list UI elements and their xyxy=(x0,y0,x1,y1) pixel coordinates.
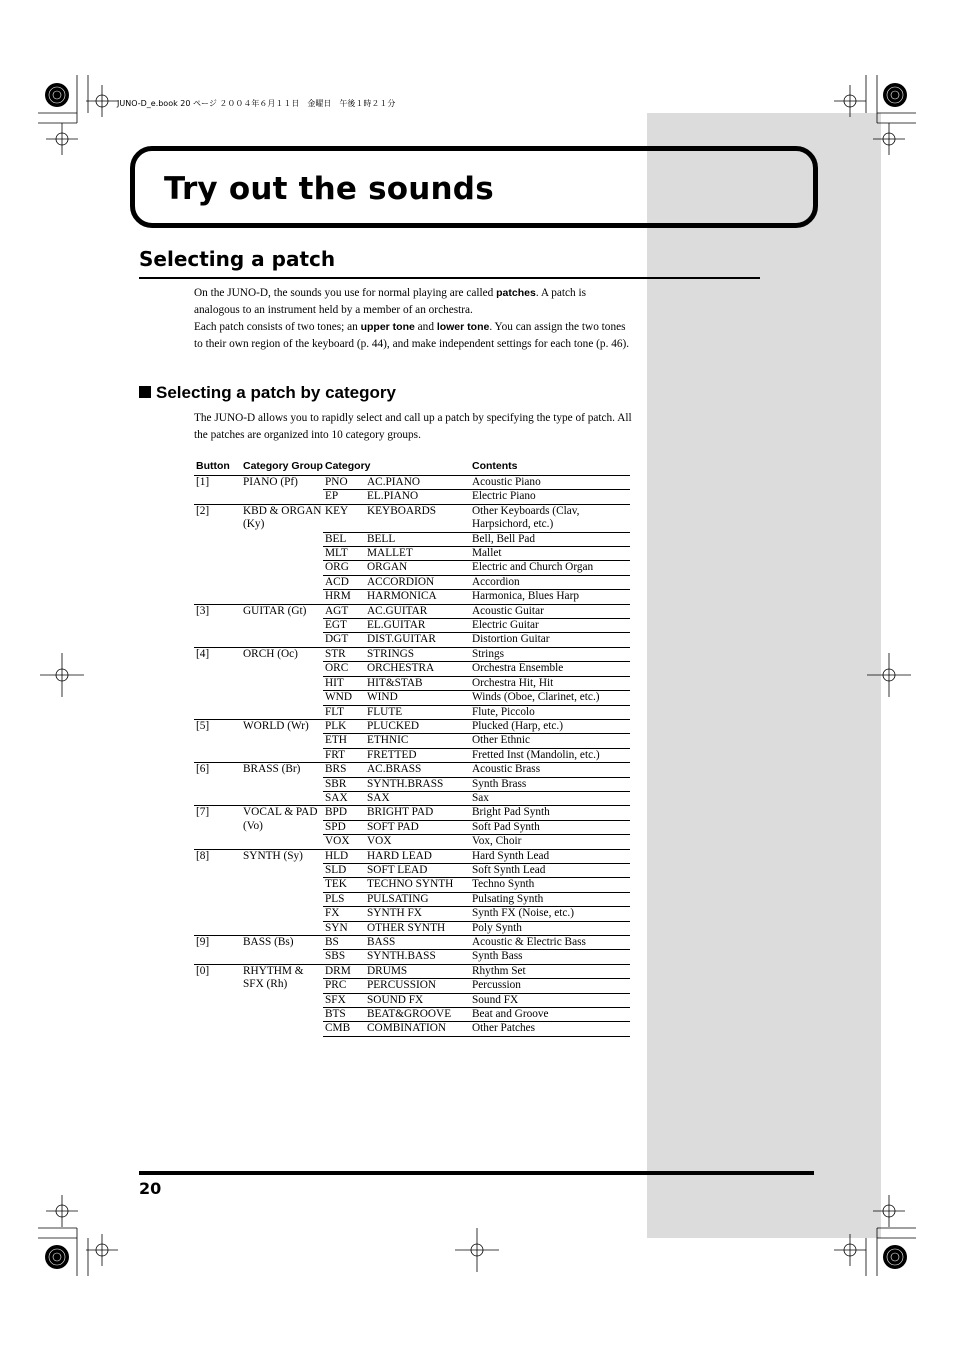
table-row xyxy=(194,719,630,733)
footer-rule xyxy=(139,1171,814,1175)
cell-category-name: SYNTH.BASS xyxy=(365,950,470,964)
cell-contents: Winds (Oboe, Clarinet, etc.) xyxy=(470,691,630,705)
cell-contents: Synth FX (Noise, etc.) xyxy=(470,907,630,921)
cell-category-name: WIND xyxy=(365,691,470,705)
cell-contents: Hard Synth Lead xyxy=(470,849,630,863)
cell-contents: Bright Pad Synth xyxy=(470,806,630,820)
intro-paragraph-2: Each patch consists of two tones; an upper tone and lower tone. You can assign the two tones to their own region of the keyboard (p. 44), and make independent settings for each tone (p. 46). xyxy=(194,321,630,350)
cell-category-abbr: FLT xyxy=(323,705,365,719)
cell-button: [6] xyxy=(194,763,241,806)
cell-category-abbr: HLD xyxy=(323,849,365,863)
cell-category-name: VOX xyxy=(365,835,470,849)
table-row xyxy=(194,964,630,978)
cell-category-abbr: DRM xyxy=(323,964,365,978)
section-rule xyxy=(139,277,760,279)
cell-category-name: BEAT&GROOVE xyxy=(365,1008,470,1022)
cell-contents: Beat and Groove xyxy=(470,1008,630,1022)
header-contents: Contents xyxy=(472,460,518,472)
table-row xyxy=(194,476,630,490)
cell-category-abbr: EGT xyxy=(323,619,365,633)
cell-category-name: DIST.GUITAR xyxy=(365,633,470,647)
cell-category-name: SAX xyxy=(365,791,470,805)
cell-category-group: BRASS (Br) xyxy=(241,763,323,806)
cell-category-group: WORLD (Wr) xyxy=(241,719,323,762)
cell-category-name: ETHNIC xyxy=(365,734,470,748)
cell-category-abbr: BRS xyxy=(323,763,365,777)
cell-category-abbr: AGT xyxy=(323,604,365,618)
cell-contents: Sax xyxy=(470,791,630,805)
cell-category-abbr: WND xyxy=(323,691,365,705)
cell-category-abbr: PLS xyxy=(323,892,365,906)
cell-category-name: SOFT LEAD xyxy=(365,863,470,877)
cell-category-name: ACCORDION xyxy=(365,575,470,589)
category-table-body xyxy=(194,476,630,1037)
cell-category-name: HIT&STAB xyxy=(365,676,470,690)
cell-button: [4] xyxy=(194,647,241,719)
cell-contents: Flute, Piccolo xyxy=(470,705,630,719)
cell-contents: Harmonica, Blues Harp xyxy=(470,590,630,604)
cell-contents: Other Ethnic xyxy=(470,734,630,748)
cell-contents: Accordion xyxy=(470,575,630,589)
header-category-group: Category Group xyxy=(243,460,323,472)
cell-button: [7] xyxy=(194,806,241,849)
cell-button: [1] xyxy=(194,476,241,505)
chapter-title: Try out the sounds xyxy=(164,171,494,207)
cell-category-abbr: MLT xyxy=(323,547,365,561)
cell-button: [5] xyxy=(194,719,241,762)
cell-contents: Electric Piano xyxy=(470,490,630,504)
cell-category-name: STRINGS xyxy=(365,647,470,661)
cell-contents: Rhythm Set xyxy=(470,964,630,978)
cell-category-abbr: CMB xyxy=(323,1022,365,1036)
cell-category-abbr: ACD xyxy=(323,575,365,589)
print-header-file-info: JUNO-D_e.book 20 ページ ２００４年６月１１日 金曜日 午後１時２１分 xyxy=(117,99,396,108)
cell-contents: Orchestra Hit, Hit xyxy=(470,676,630,690)
cell-category-name: FLUTE xyxy=(365,705,470,719)
cell-category-name: SOFT PAD xyxy=(365,820,470,834)
cell-category-abbr: VOX xyxy=(323,835,365,849)
cell-category-name: BELL xyxy=(365,532,470,546)
cell-category-group: RHYTHM & SFX (Rh) xyxy=(241,964,323,1036)
section-title: Selecting a patch xyxy=(139,247,336,271)
cell-contents: Acoustic Guitar xyxy=(470,604,630,618)
table-row xyxy=(194,806,630,820)
subsection-title: Selecting a patch by category xyxy=(139,383,396,403)
cell-contents: Electric and Church Organ xyxy=(470,561,630,575)
cell-contents: Distortion Guitar xyxy=(470,633,630,647)
cell-category-name: HARMONICA xyxy=(365,590,470,604)
cell-category-abbr: ORC xyxy=(323,662,365,676)
cell-contents: Electric Guitar xyxy=(470,619,630,633)
cell-category-name: COMBINATION xyxy=(365,1022,470,1036)
cell-contents: Synth Bass xyxy=(470,950,630,964)
cell-category-name: SYNTH.BRASS xyxy=(365,777,470,791)
cell-contents: Pulsating Synth xyxy=(470,892,630,906)
cell-category-name: ORCHESTRA xyxy=(365,662,470,676)
table-row xyxy=(194,763,630,777)
cell-category-group: KBD & ORGAN (Ky) xyxy=(241,504,323,604)
cell-category-abbr: BEL xyxy=(323,532,365,546)
cell-category-name: AC.BRASS xyxy=(365,763,470,777)
cell-contents: Techno Synth xyxy=(470,878,630,892)
cell-category-group: GUITAR (Gt) xyxy=(241,604,323,647)
category-table xyxy=(194,458,630,1037)
table-row xyxy=(194,936,630,950)
cell-category-name: MALLET xyxy=(365,547,470,561)
cell-category-abbr: HIT xyxy=(323,676,365,690)
cell-category-group: ORCH (Oc) xyxy=(241,647,323,719)
cell-category-abbr: HRM xyxy=(323,590,365,604)
cell-button: [9] xyxy=(194,936,241,965)
cell-contents: Acoustic Piano xyxy=(470,476,630,490)
intro-paragraph-1: On the JUNO-D, the sounds you use for normal playing are called patches. A patch is analogous to an instrument held by a member of an orchestra. xyxy=(194,287,587,316)
page-number: 20 xyxy=(139,1179,162,1198)
cell-category-abbr: PRC xyxy=(323,979,365,993)
cell-category-abbr: SAX xyxy=(323,791,365,805)
cell-category-name: ORGAN xyxy=(365,561,470,575)
cell-category-abbr: BPD xyxy=(323,806,365,820)
cell-category-name: EL.PIANO xyxy=(365,490,470,504)
cell-category-name: AC.PIANO xyxy=(365,476,470,490)
cell-category-abbr: DGT xyxy=(323,633,365,647)
cell-category-group: SYNTH (Sy) xyxy=(241,849,323,935)
header-category: Category xyxy=(325,460,371,472)
cell-category-abbr: BTS xyxy=(323,1008,365,1022)
table-row xyxy=(194,604,630,618)
table-row xyxy=(194,504,630,532)
cell-category-abbr: FX xyxy=(323,907,365,921)
cell-category-group: PIANO (Pf) xyxy=(241,476,323,505)
cell-category-name: EL.GUITAR xyxy=(365,619,470,633)
cell-contents: Plucked (Harp, etc.) xyxy=(470,719,630,733)
cell-category-name: PULSATING xyxy=(365,892,470,906)
cell-contents: Orchestra Ensemble xyxy=(470,662,630,676)
square-bullet-icon xyxy=(139,386,151,398)
cell-contents: Bell, Bell Pad xyxy=(470,532,630,546)
cell-category-abbr: ETH xyxy=(323,734,365,748)
table-row xyxy=(194,849,630,863)
header-button: Button xyxy=(196,460,230,472)
cell-category-abbr: SPD xyxy=(323,820,365,834)
cell-contents: Percussion xyxy=(470,979,630,993)
cell-category-name: DRUMS xyxy=(365,964,470,978)
cell-category-abbr: ORG xyxy=(323,561,365,575)
table-row xyxy=(194,647,630,661)
cell-contents: Other Patches xyxy=(470,1022,630,1036)
cell-category-name: FRETTED xyxy=(365,748,470,762)
cell-category-name: AC.GUITAR xyxy=(365,604,470,618)
cell-category-group: VOCAL & PAD (Vo) xyxy=(241,806,323,849)
cell-category-abbr: EP xyxy=(323,490,365,504)
cell-category-abbr: SLD xyxy=(323,863,365,877)
cell-category-name: OTHER SYNTH xyxy=(365,921,470,935)
cell-category-name: PLUCKED xyxy=(365,719,470,733)
subsection-paragraph: The JUNO-D allows you to rapidly select and call up a patch by specifying the type of patch. All the patches are organized into 10 category groups. xyxy=(194,412,632,441)
cell-contents: Acoustic Brass xyxy=(470,763,630,777)
cell-category-name: SYNTH FX xyxy=(365,907,470,921)
cell-contents: Strings xyxy=(470,647,630,661)
cell-category-abbr: PNO xyxy=(323,476,365,490)
cell-contents: Synth Brass xyxy=(470,777,630,791)
cell-button: [8] xyxy=(194,849,241,935)
cell-contents: Soft Pad Synth xyxy=(470,820,630,834)
cell-contents: Mallet xyxy=(470,547,630,561)
cell-category-name: KEYBOARDS xyxy=(365,504,470,532)
cell-button: [2] xyxy=(194,504,241,604)
cell-category-abbr: SBS xyxy=(323,950,365,964)
cell-category-abbr: STR xyxy=(323,647,365,661)
cell-contents: Acoustic & Electric Bass xyxy=(470,936,630,950)
cell-contents: Sound FX xyxy=(470,993,630,1007)
cell-category-abbr: SBR xyxy=(323,777,365,791)
cell-category-name: HARD LEAD xyxy=(365,849,470,863)
cell-contents: Other Keyboards (Clav, Harpsichord, etc.) xyxy=(470,504,630,532)
cell-category-abbr: BS xyxy=(323,936,365,950)
cell-category-abbr: PLK xyxy=(323,719,365,733)
chapter-title-box xyxy=(130,146,818,228)
cell-button: [0] xyxy=(194,964,241,1036)
cell-contents: Vox, Choir xyxy=(470,835,630,849)
cell-category-abbr: SFX xyxy=(323,993,365,1007)
cell-category-name: SOUND FX xyxy=(365,993,470,1007)
cell-button: [3] xyxy=(194,604,241,647)
cell-category-abbr: FRT xyxy=(323,748,365,762)
cell-category-abbr: KEY xyxy=(323,504,365,532)
cell-category-group: BASS (Bs) xyxy=(241,936,323,965)
cell-category-abbr: SYN xyxy=(323,921,365,935)
table-header-row xyxy=(194,458,630,476)
cell-contents: Poly Synth xyxy=(470,921,630,935)
cell-category-name: BASS xyxy=(365,936,470,950)
cell-category-name: TECHNO SYNTH xyxy=(365,878,470,892)
cell-category-abbr: TEK xyxy=(323,878,365,892)
cell-category-name: PERCUSSION xyxy=(365,979,470,993)
cell-contents: Soft Synth Lead xyxy=(470,863,630,877)
cell-category-name: BRIGHT PAD xyxy=(365,806,470,820)
cell-contents: Fretted Inst (Mandolin, etc.) xyxy=(470,748,630,762)
